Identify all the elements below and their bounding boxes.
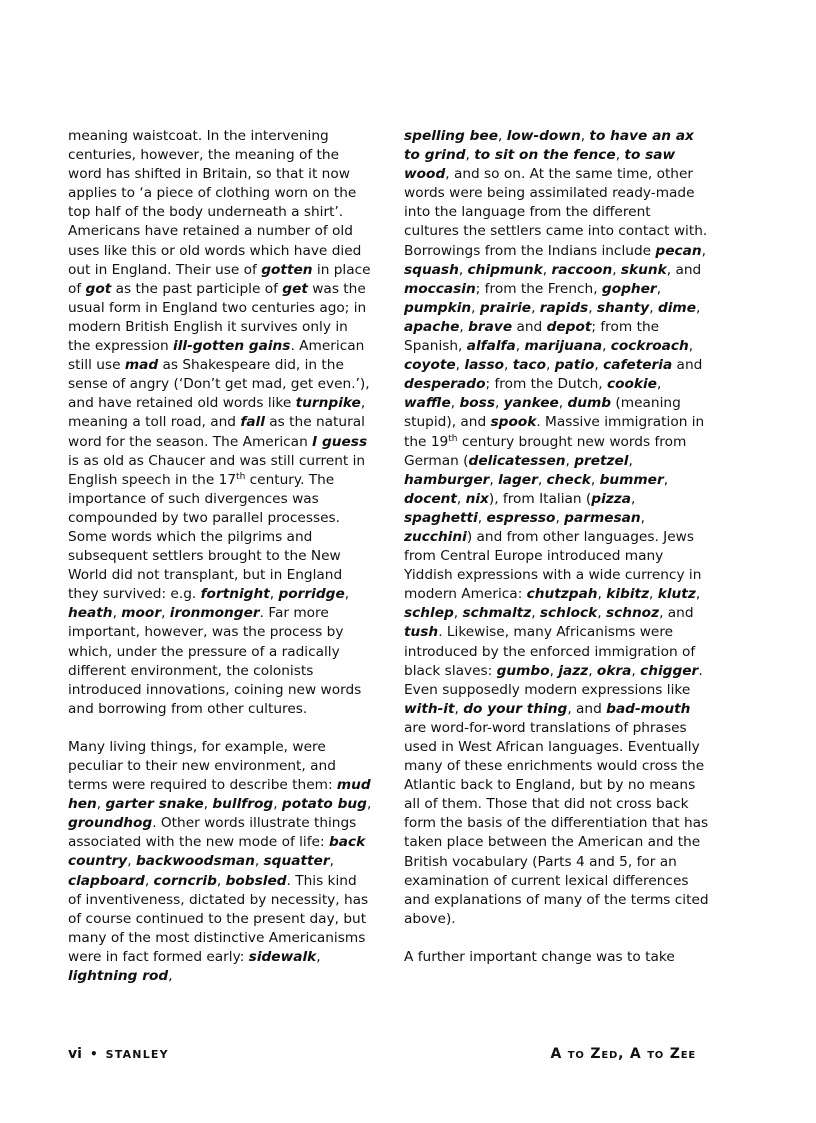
text-run: , (471, 299, 480, 316)
italic-term: fortnight (200, 586, 270, 603)
text-run: , (565, 452, 575, 469)
text-run: . This kind of inventiveness, dictated by necessity, has of course continued to the present day, but many of the most distinctive Americanisms were in fact formed early: (68, 872, 369, 965)
text-run: , (531, 299, 540, 316)
text-run: , (695, 586, 701, 603)
text-run: ), from Italian ( (488, 490, 592, 507)
text-run: , (489, 471, 499, 488)
italic-term: coyote (404, 357, 456, 374)
italic-term: prairie (479, 299, 532, 316)
italic-term: rapids (539, 299, 589, 316)
right-column (404, 127, 709, 967)
text-run: , (458, 261, 468, 278)
italic-term: to sit on the fence (474, 147, 616, 164)
text-run: , (688, 338, 694, 355)
text-run: in place of (68, 261, 371, 297)
text-run: , and (567, 700, 607, 717)
text-run: , (453, 605, 463, 622)
text-run: . Other words illustrate things associated with the new mode of life: (68, 815, 357, 851)
text-run: , (456, 490, 466, 507)
text-run: , (649, 586, 658, 603)
italic-term: bullfrog (212, 796, 274, 813)
superscript: th (236, 471, 246, 482)
text-run: , (631, 662, 641, 679)
paragraph (404, 948, 709, 967)
italic-term: patio (554, 357, 595, 374)
text-run: , (494, 395, 504, 412)
italic-term: yankee (503, 395, 559, 412)
italic-term: cockroach (610, 338, 689, 355)
running-title: A to Zed, A to Zee (550, 1046, 696, 1062)
italic-term: squatter (263, 853, 330, 870)
italic-term: gopher (601, 280, 657, 297)
text-run: , (273, 796, 282, 813)
text-run: , (597, 605, 606, 622)
italic-term: parmesan (564, 509, 641, 526)
italic-term: squash (404, 261, 459, 278)
italic-term: dime (657, 299, 696, 316)
italic-term: sidewalk (248, 948, 317, 965)
italic-term: mud hen (68, 777, 371, 813)
text-run: , meaning a toll road, and (68, 395, 366, 431)
italic-term: chipmunk (467, 261, 543, 278)
italic-term: schlep (404, 605, 454, 622)
footer-left (68, 1046, 169, 1062)
text-run: , (663, 471, 669, 488)
italic-term: with-it (404, 700, 455, 717)
text-run: , (588, 662, 597, 679)
text-run: are word-for-word translations of phrases used in West African languages. Eventually many of these enrichments would cross the Atlantic back to England, but by no means all of them. Those that did not cross back form the basis of the differentiation that has taken place between the American and the British vocabulary (Parts 4 and 5, for an examination of current lexical differences and explanations of many of the terms cited above). (404, 719, 709, 927)
text-run: and (512, 318, 547, 335)
text-run: , (254, 853, 264, 870)
paragraph (404, 127, 709, 929)
text-run: was the usual form in England two centuries ago; in modern British English it survives only in the expression (68, 280, 367, 355)
text-run: . Likewise, many Africanisms were introduced by the enforced immigration of black slaves: (404, 624, 696, 679)
italic-term: lasso (464, 357, 505, 374)
italic-term: to have an ax to grind (404, 128, 694, 164)
text-run: , (602, 338, 611, 355)
text-run: , (504, 357, 513, 374)
italic-term: backwoodsman (135, 853, 255, 870)
text-run: , (537, 471, 547, 488)
italic-term: groundhog (68, 815, 153, 832)
paragraph (68, 738, 373, 986)
text-run: , (542, 261, 552, 278)
paragraph (68, 127, 373, 719)
text-run: , (454, 700, 464, 717)
text-run: , (127, 853, 136, 870)
text-run: , (161, 605, 170, 622)
italic-term: heath (68, 605, 113, 622)
italic-term: do your thing (463, 700, 568, 717)
italic-term: clapboard (68, 872, 145, 889)
italic-term: turnpike (295, 395, 361, 412)
italic-term: hamburger (404, 471, 490, 488)
text-run: , (656, 280, 662, 297)
italic-term: pizza (591, 490, 631, 507)
italic-term: pecan (655, 242, 702, 259)
text-run: century. The importance of such divergences was compounded by two parallel processes. Some words which the pilgrims and subsequent settlers brought to the New World did not transplant, but in England they survived: e.g. (68, 471, 343, 603)
italic-term: waffle (404, 395, 451, 412)
text-run: A further important change was to take (404, 948, 675, 965)
italic-term: marijuana (524, 338, 603, 355)
italic-term: ill-gotten gains (173, 338, 291, 355)
text-run: , (630, 490, 636, 507)
text-run: (meaning stupid), and (404, 395, 681, 431)
italic-term: potato bug (281, 796, 367, 813)
text-run: , (549, 662, 559, 679)
italic-term: lager (498, 471, 538, 488)
text-run: as the past participle of (111, 280, 283, 297)
page-number: vi (68, 1046, 82, 1062)
italic-term: depot (546, 318, 592, 335)
italic-term: raccoon (551, 261, 613, 278)
text-run: ; from the French, (475, 280, 602, 297)
italic-term: check (546, 471, 591, 488)
italic-term: chigger (640, 662, 699, 679)
italic-term: klutz (657, 586, 696, 603)
text-run: , (597, 586, 607, 603)
italic-term: bummer (599, 471, 664, 488)
left-column (68, 127, 373, 986)
text-run: , (459, 318, 469, 335)
italic-term: corncrib (153, 872, 217, 889)
text-run: . Massive immigration in the 19 (404, 414, 705, 450)
italic-term: spaghetti (404, 509, 478, 526)
text-run: , (649, 299, 658, 316)
italic-term: espresso (486, 509, 556, 526)
italic-term: fall (240, 414, 265, 431)
text-run: , (216, 872, 226, 889)
text-run: , (269, 586, 279, 603)
text-run: , (594, 357, 604, 374)
italic-term: low-down (506, 128, 581, 144)
text-run: , (455, 357, 465, 374)
text-run: , (701, 242, 706, 259)
italic-term: skunk (620, 261, 667, 278)
text-run: , (329, 853, 334, 870)
text-run: ; from the Spanish, (404, 318, 660, 355)
text-run: , (628, 452, 633, 469)
italic-term: gotten (261, 261, 313, 278)
italic-term: to saw wood (404, 147, 676, 183)
italic-term: I guess (312, 433, 368, 450)
italic-term: got (85, 280, 112, 297)
text-run: and (672, 357, 703, 374)
italic-term: nix (465, 490, 489, 507)
text-run: , (96, 796, 106, 813)
italic-term: schlock (539, 605, 598, 622)
footer-right (520, 1046, 696, 1062)
italic-term: pumpkin (404, 299, 472, 316)
text-run: . Even supposedly modern expressions like (404, 662, 703, 698)
italic-term: pretzel (574, 452, 629, 469)
italic-term: gumbo (496, 662, 550, 679)
italic-term: docent (404, 490, 457, 507)
italic-term: porridge (278, 586, 345, 603)
italic-term: dumb (567, 395, 612, 412)
text-run: ; from the Dutch, (485, 376, 607, 393)
text-run: , (344, 586, 350, 603)
text-run: , (590, 471, 600, 488)
text-run: meaning waistcoat. In the intervening centuries, however, the meaning of the word has shifted in Britain, so that it now applies to ‘a piece of clothing worn on the top half of the body underneath a shirt’. Americans have retained a number of old uses like this or old words which have died out in England. Their use of (68, 128, 362, 278)
italic-term: jazz (558, 662, 589, 679)
text-run: , (465, 147, 475, 164)
text-run: is as old as Chaucer and was still current in English speech in the 17 (68, 452, 366, 488)
italic-term: desperado (404, 376, 486, 393)
italic-term: schnoz (605, 605, 660, 622)
text-run: , (531, 605, 540, 622)
text-run: , (168, 968, 173, 985)
text-run: , (695, 299, 701, 316)
italic-term: bobsled (225, 872, 287, 889)
text-run: , (615, 147, 625, 164)
text-run: ) and from other languages. Jews from Central Europe introduced many Yiddish expressions with a wide currency in modern America: (404, 528, 702, 603)
text-run: , (477, 509, 487, 526)
italic-term: bad-mouth (606, 700, 691, 717)
italic-term: taco (512, 357, 547, 374)
text-run: , (366, 796, 372, 813)
italic-term: lightning rod (68, 968, 169, 985)
text-run: , (588, 299, 597, 316)
text-run: , (316, 948, 321, 965)
text-run: , (558, 395, 568, 412)
text-run: , (546, 357, 555, 374)
italic-term: chutzpah (526, 586, 598, 603)
text-run: , (497, 128, 507, 144)
text-run: , (656, 376, 662, 393)
italic-term: zucchini (404, 528, 467, 545)
text-run: as the natural word for the season. The American (68, 414, 365, 450)
italic-term: garter snake (105, 796, 204, 813)
text-run: . Far more important, however, was the process by which, under the pressure of a radically different environment, the colonists introduced innovations, coining new words and borrowing from other cultures. (68, 605, 362, 717)
footer-separator: • (89, 1047, 98, 1061)
italic-term: cookie (606, 376, 657, 393)
text-run: , (515, 338, 525, 355)
text-run: , and (659, 605, 694, 622)
text-run: century brought new words from German ( (404, 433, 687, 469)
italic-term: okra (596, 662, 632, 679)
superscript: th (448, 433, 458, 444)
italic-term: mad (124, 357, 159, 374)
text-run: , and so on. At the same time, other words were being assimilated ready-made into the language from the different cultures the settlers came into contact with. Borrowings from the Indians include (404, 166, 708, 259)
italic-term: cafeteria (603, 357, 673, 374)
text-run: , (450, 395, 460, 412)
italic-term: back country (68, 834, 366, 870)
text-run: , (640, 509, 645, 526)
italic-term: alfalfa (466, 338, 516, 355)
text-run: . American still use (68, 338, 365, 374)
text-run: , and (666, 261, 702, 278)
italic-term: get (282, 280, 308, 297)
italic-term: moor (121, 605, 162, 622)
italic-term: tush (404, 624, 439, 641)
italic-term: kibitz (606, 586, 650, 603)
italic-term: spelling bee (404, 128, 498, 144)
text-run: , (144, 872, 154, 889)
italic-term: spook (490, 414, 537, 431)
italic-term: delicatessen (468, 452, 566, 469)
text-run: , (112, 605, 122, 622)
italic-term: schmaltz (462, 605, 532, 622)
italic-term: moccasin (404, 280, 476, 297)
italic-term: boss (459, 395, 495, 412)
italic-term: brave (468, 318, 513, 335)
italic-term: apache (404, 318, 460, 335)
text-run: , (555, 509, 565, 526)
text-run: , (580, 128, 590, 144)
text-run: , (612, 261, 621, 278)
text-run: as Shakespeare did, in the sense of angry (‘Don’t get mad, get even.’), and have retained old words like (68, 357, 370, 412)
text-run: Many living things, for example, were peculiar to their new environment, and terms were required to describe them: (68, 738, 337, 794)
text-run: , (203, 796, 213, 813)
italic-term: shanty (596, 299, 650, 316)
italic-term: ironmonger (169, 605, 260, 622)
running-author: STANLEY (105, 1048, 169, 1061)
